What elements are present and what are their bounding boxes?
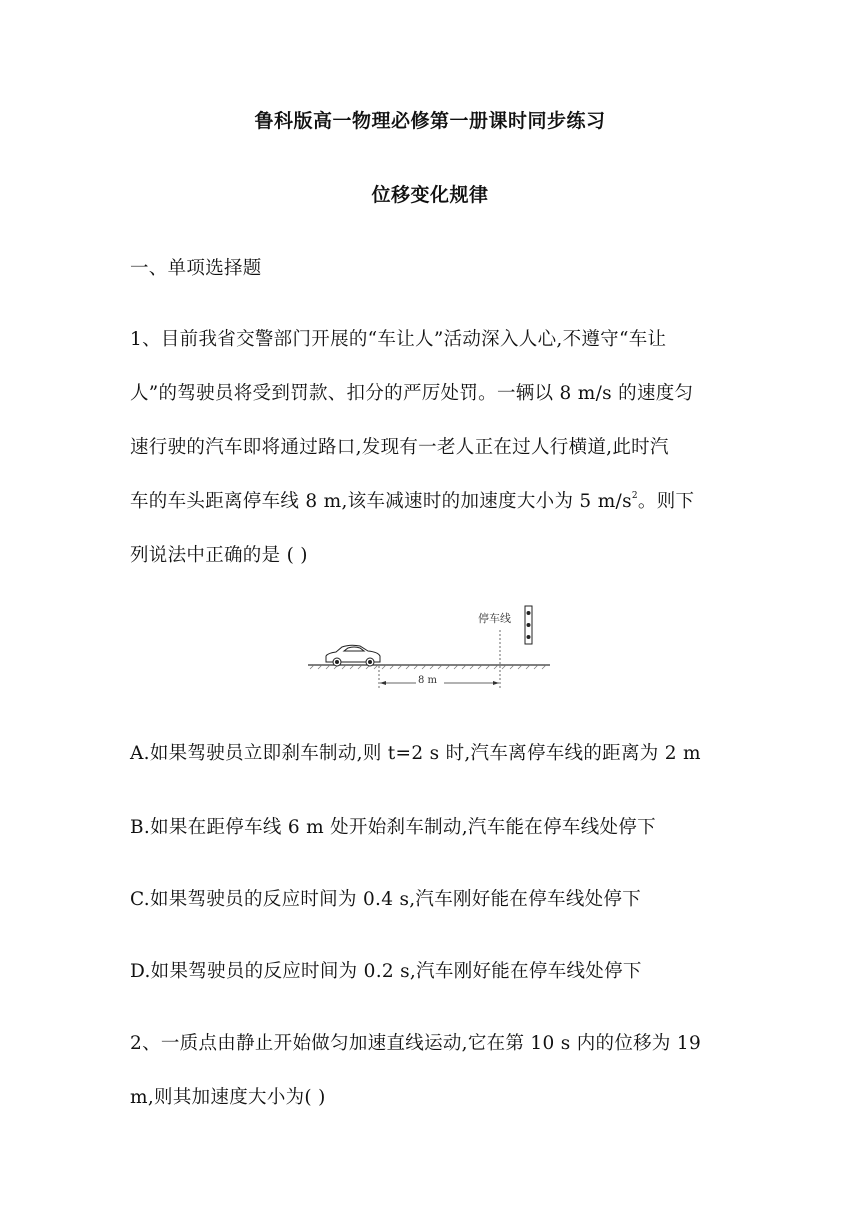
q1-line-5: 列说法中正确的是 ( ) xyxy=(130,545,308,566)
q1-line-4-superscript: 2 xyxy=(631,491,638,501)
q1-figure xyxy=(300,600,560,700)
q1-line-1: 1、目前我省交警部门开展的“车让人”活动深入人心,不遵守“车让 xyxy=(130,329,667,350)
distance-label: 8 m xyxy=(418,675,438,686)
doc-subtitle: 位移变化规律 xyxy=(371,184,489,206)
car-icon xyxy=(326,645,380,666)
stop-line-label: 停车线 xyxy=(478,612,511,625)
q1-line-4-text: 车的车头距离停车线 8 m,该车减速时的加速度大小为 5 m/s xyxy=(130,491,632,512)
arrowhead-right xyxy=(493,681,499,685)
section-heading: 一、单项选择题 xyxy=(130,258,262,279)
arrowhead-left xyxy=(380,681,386,685)
q1-option-d: D.如果驾驶员的反应时间为 0.2 s,汽车刚好能在停车线处停下 xyxy=(130,961,642,982)
doc-title: 鲁科版高一物理必修第一册课时同步练习 xyxy=(254,110,606,132)
traffic-light-icon xyxy=(525,606,532,644)
q1-line-4-end: 。则下 xyxy=(637,491,695,512)
q2-line-2: m,则其加速度大小为( ) xyxy=(130,1087,326,1108)
q1-option-a: A.如果驾驶员立即刹车制动,则 t=2 s 时,汽车离停车线的距离为 2 m xyxy=(130,743,701,764)
q1-option-b: B.如果在距停车线 6 m 处开始刹车制动,汽车能在停车线处停下 xyxy=(130,817,656,838)
q1-line-2: 人”的驾驶员将受到罚款、扣分的严厉处罚。一辆以 8 m/s 的速度匀 xyxy=(130,383,694,404)
q1-option-c: C.如果驾驶员的反应时间为 0.4 s,汽车刚好能在停车线处停下 xyxy=(130,889,642,910)
q1-line-4 xyxy=(130,487,735,513)
q2-line-1: 2、一质点由静止开始做匀加速直线运动,它在第 10 s 内的位移为 19 xyxy=(130,1033,702,1054)
q1-line-3: 速行驶的汽车即将通过路口,发现有一老人正在过人行横道,此时汽 xyxy=(130,437,669,458)
